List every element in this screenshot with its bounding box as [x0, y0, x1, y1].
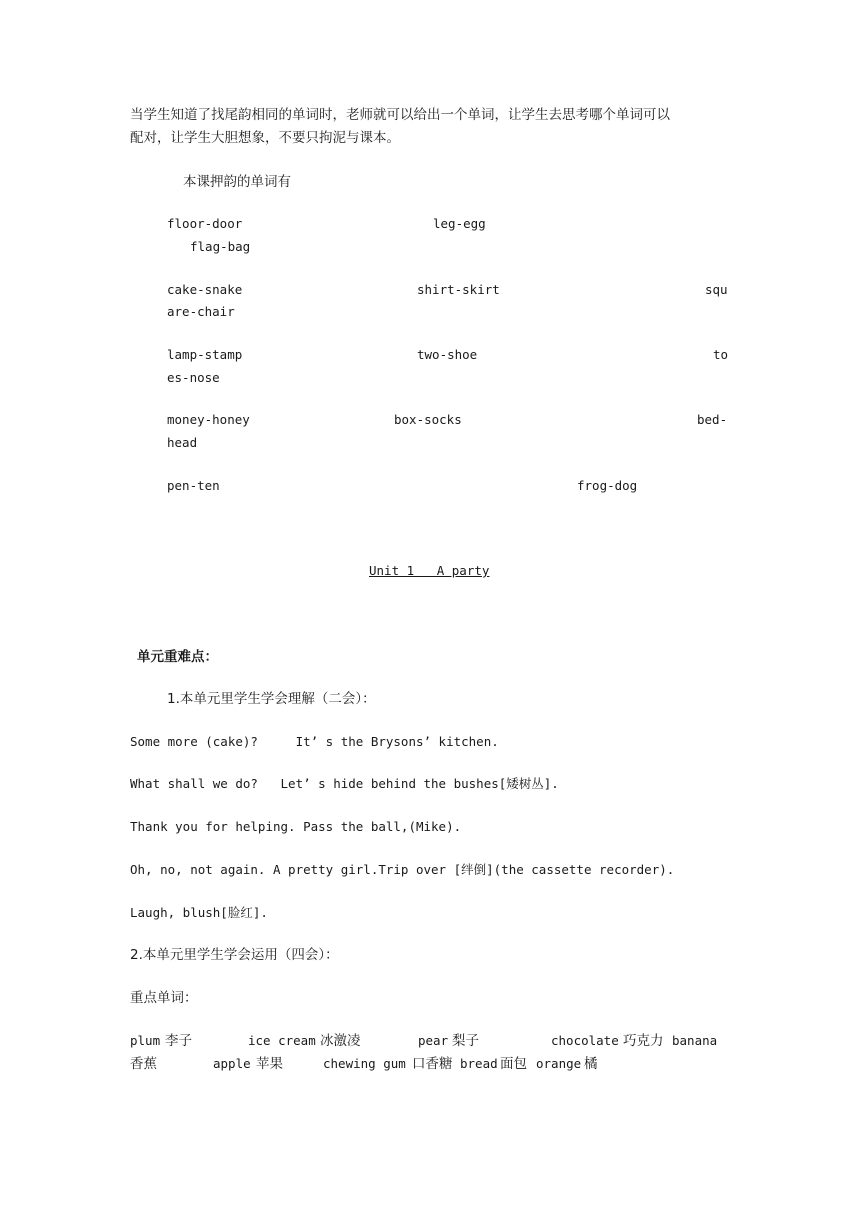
- section-2-title: 2.本单元里学生学会运用（四会）：: [130, 947, 339, 963]
- vocab-word: pear: [418, 1033, 449, 1048]
- vocab-meaning: 口香糖: [412, 1056, 453, 1072]
- understand-line: Oh, no, not again. A pretty girl.Trip over [绊倒](the cassette recorder).: [130, 862, 675, 877]
- rhyme-pair: pen-ten: [167, 478, 220, 493]
- vocab-word: plum: [130, 1033, 161, 1048]
- rhyme-pair-fragment: to: [713, 347, 729, 362]
- vocab-word: ice cream: [248, 1033, 316, 1048]
- rhyme-pair: box-socks: [394, 412, 462, 427]
- rhyme-pair-fragment: are-chair: [167, 304, 235, 319]
- vocab-word: orange: [536, 1056, 582, 1071]
- vocab-meaning: 橘: [584, 1056, 598, 1072]
- vocab-meaning: 面包: [500, 1056, 527, 1072]
- rhyme-heading: 本课押韵的单词有: [183, 174, 291, 190]
- rhyme-pair: floor-door: [167, 216, 243, 231]
- key-points-label: 单元重难点：: [137, 649, 218, 665]
- rhyme-pair: shirt-skirt: [417, 282, 500, 297]
- understand-line: Thank you for helping. Pass the ball,(Mike).: [130, 819, 462, 834]
- section-1-title: 1.本单元里学生学会理解（二会）：: [167, 691, 376, 707]
- rhyme-pair: cake-snake: [167, 282, 243, 297]
- intro-line-1: 当学生知道了找尾韵相同的单词时，老师就可以给出一个单词，让学生去思考哪个单词可以: [130, 107, 670, 123]
- key-words-label: 重点单词：: [130, 990, 198, 1006]
- vocab-meaning: 梨子: [452, 1033, 479, 1049]
- intro-line-2: 配对，让学生大胆想象，不要只拘泥与课本。: [130, 130, 400, 146]
- vocab-word: chocolate: [551, 1033, 619, 1048]
- understand-line: What shall we do? Let’ s hide behind the bushes[矮树丛].: [130, 776, 559, 791]
- rhyme-pair-fragment: squ: [705, 282, 728, 297]
- vocab-meaning: 苹果: [256, 1056, 283, 1072]
- rhyme-pair-fragment: bed-: [697, 412, 728, 427]
- vocab-meaning: 李子: [165, 1033, 192, 1049]
- vocab-meaning: 香蕉: [130, 1056, 157, 1072]
- vocab-meaning: 巧克力: [623, 1033, 664, 1049]
- rhyme-pair: lamp-stamp: [167, 347, 243, 362]
- unit-title: Unit 1 A party: [369, 563, 490, 578]
- understand-line: Laugh, blush[脸红].: [130, 905, 268, 920]
- vocab-word: chewing gum: [323, 1056, 406, 1071]
- vocab-word: apple: [213, 1056, 251, 1071]
- understand-line: Some more (cake)? It’ s the Brysons’ kitchen.: [130, 734, 499, 749]
- vocab-meaning: 冰激凌: [320, 1033, 361, 1049]
- rhyme-pair-fragment: es-nose: [167, 370, 220, 385]
- rhyme-pair-fragment: head: [167, 435, 198, 450]
- vocab-word: bread: [460, 1056, 498, 1071]
- vocab-word: banana: [672, 1033, 718, 1048]
- rhyme-pair: frog-dog: [577, 478, 638, 493]
- rhyme-pair: flag-bag: [190, 239, 251, 254]
- rhyme-pair: two-shoe: [417, 347, 478, 362]
- rhyme-pair: money-honey: [167, 412, 250, 427]
- rhyme-pair: leg-egg: [433, 216, 486, 231]
